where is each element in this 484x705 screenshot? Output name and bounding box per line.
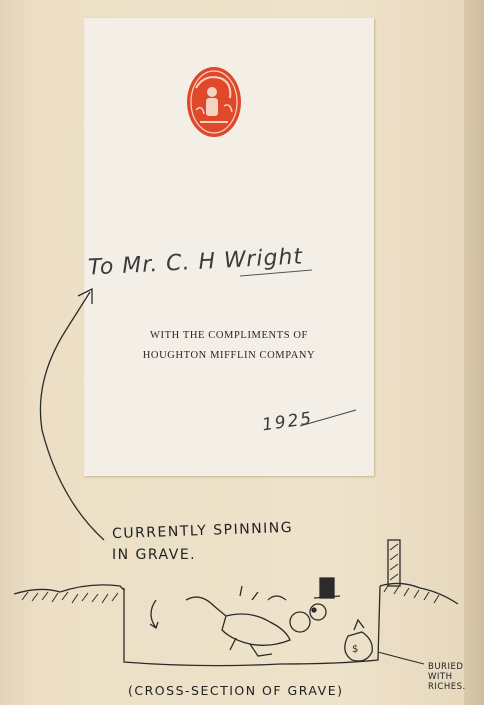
caption-line-2: IN GRAVE. — [112, 547, 197, 563]
compliments-line-2: HOUGHTON MIFFLIN COMPANY — [142, 350, 316, 361]
caption-line-1: CURRENTLY SPINNING — [111, 519, 294, 543]
compliments-line-1: WITH THE COMPLIMENTS OF — [150, 330, 308, 341]
handwritten-year: 1925 — [260, 408, 315, 436]
money-bag-icon — [345, 620, 372, 661]
svg-text:$: $ — [352, 644, 359, 655]
grave-icon — [124, 586, 380, 666]
handwritten-dedication: To Mr. C. H Wright — [87, 244, 304, 281]
arrow-icon — [40, 292, 104, 540]
figure-icon — [150, 586, 326, 656]
top-hat-icon — [314, 578, 340, 598]
side-note-line: WITH — [428, 672, 453, 682]
bottom-caption: (CROSS-SECTION OF GRAVE) — [128, 683, 344, 698]
year-underline — [300, 410, 356, 426]
dedication-underline — [240, 270, 312, 276]
side-note-line: RICHES. — [428, 682, 466, 692]
side-note-line: BURIED — [428, 662, 464, 672]
ground-left — [14, 585, 124, 594]
